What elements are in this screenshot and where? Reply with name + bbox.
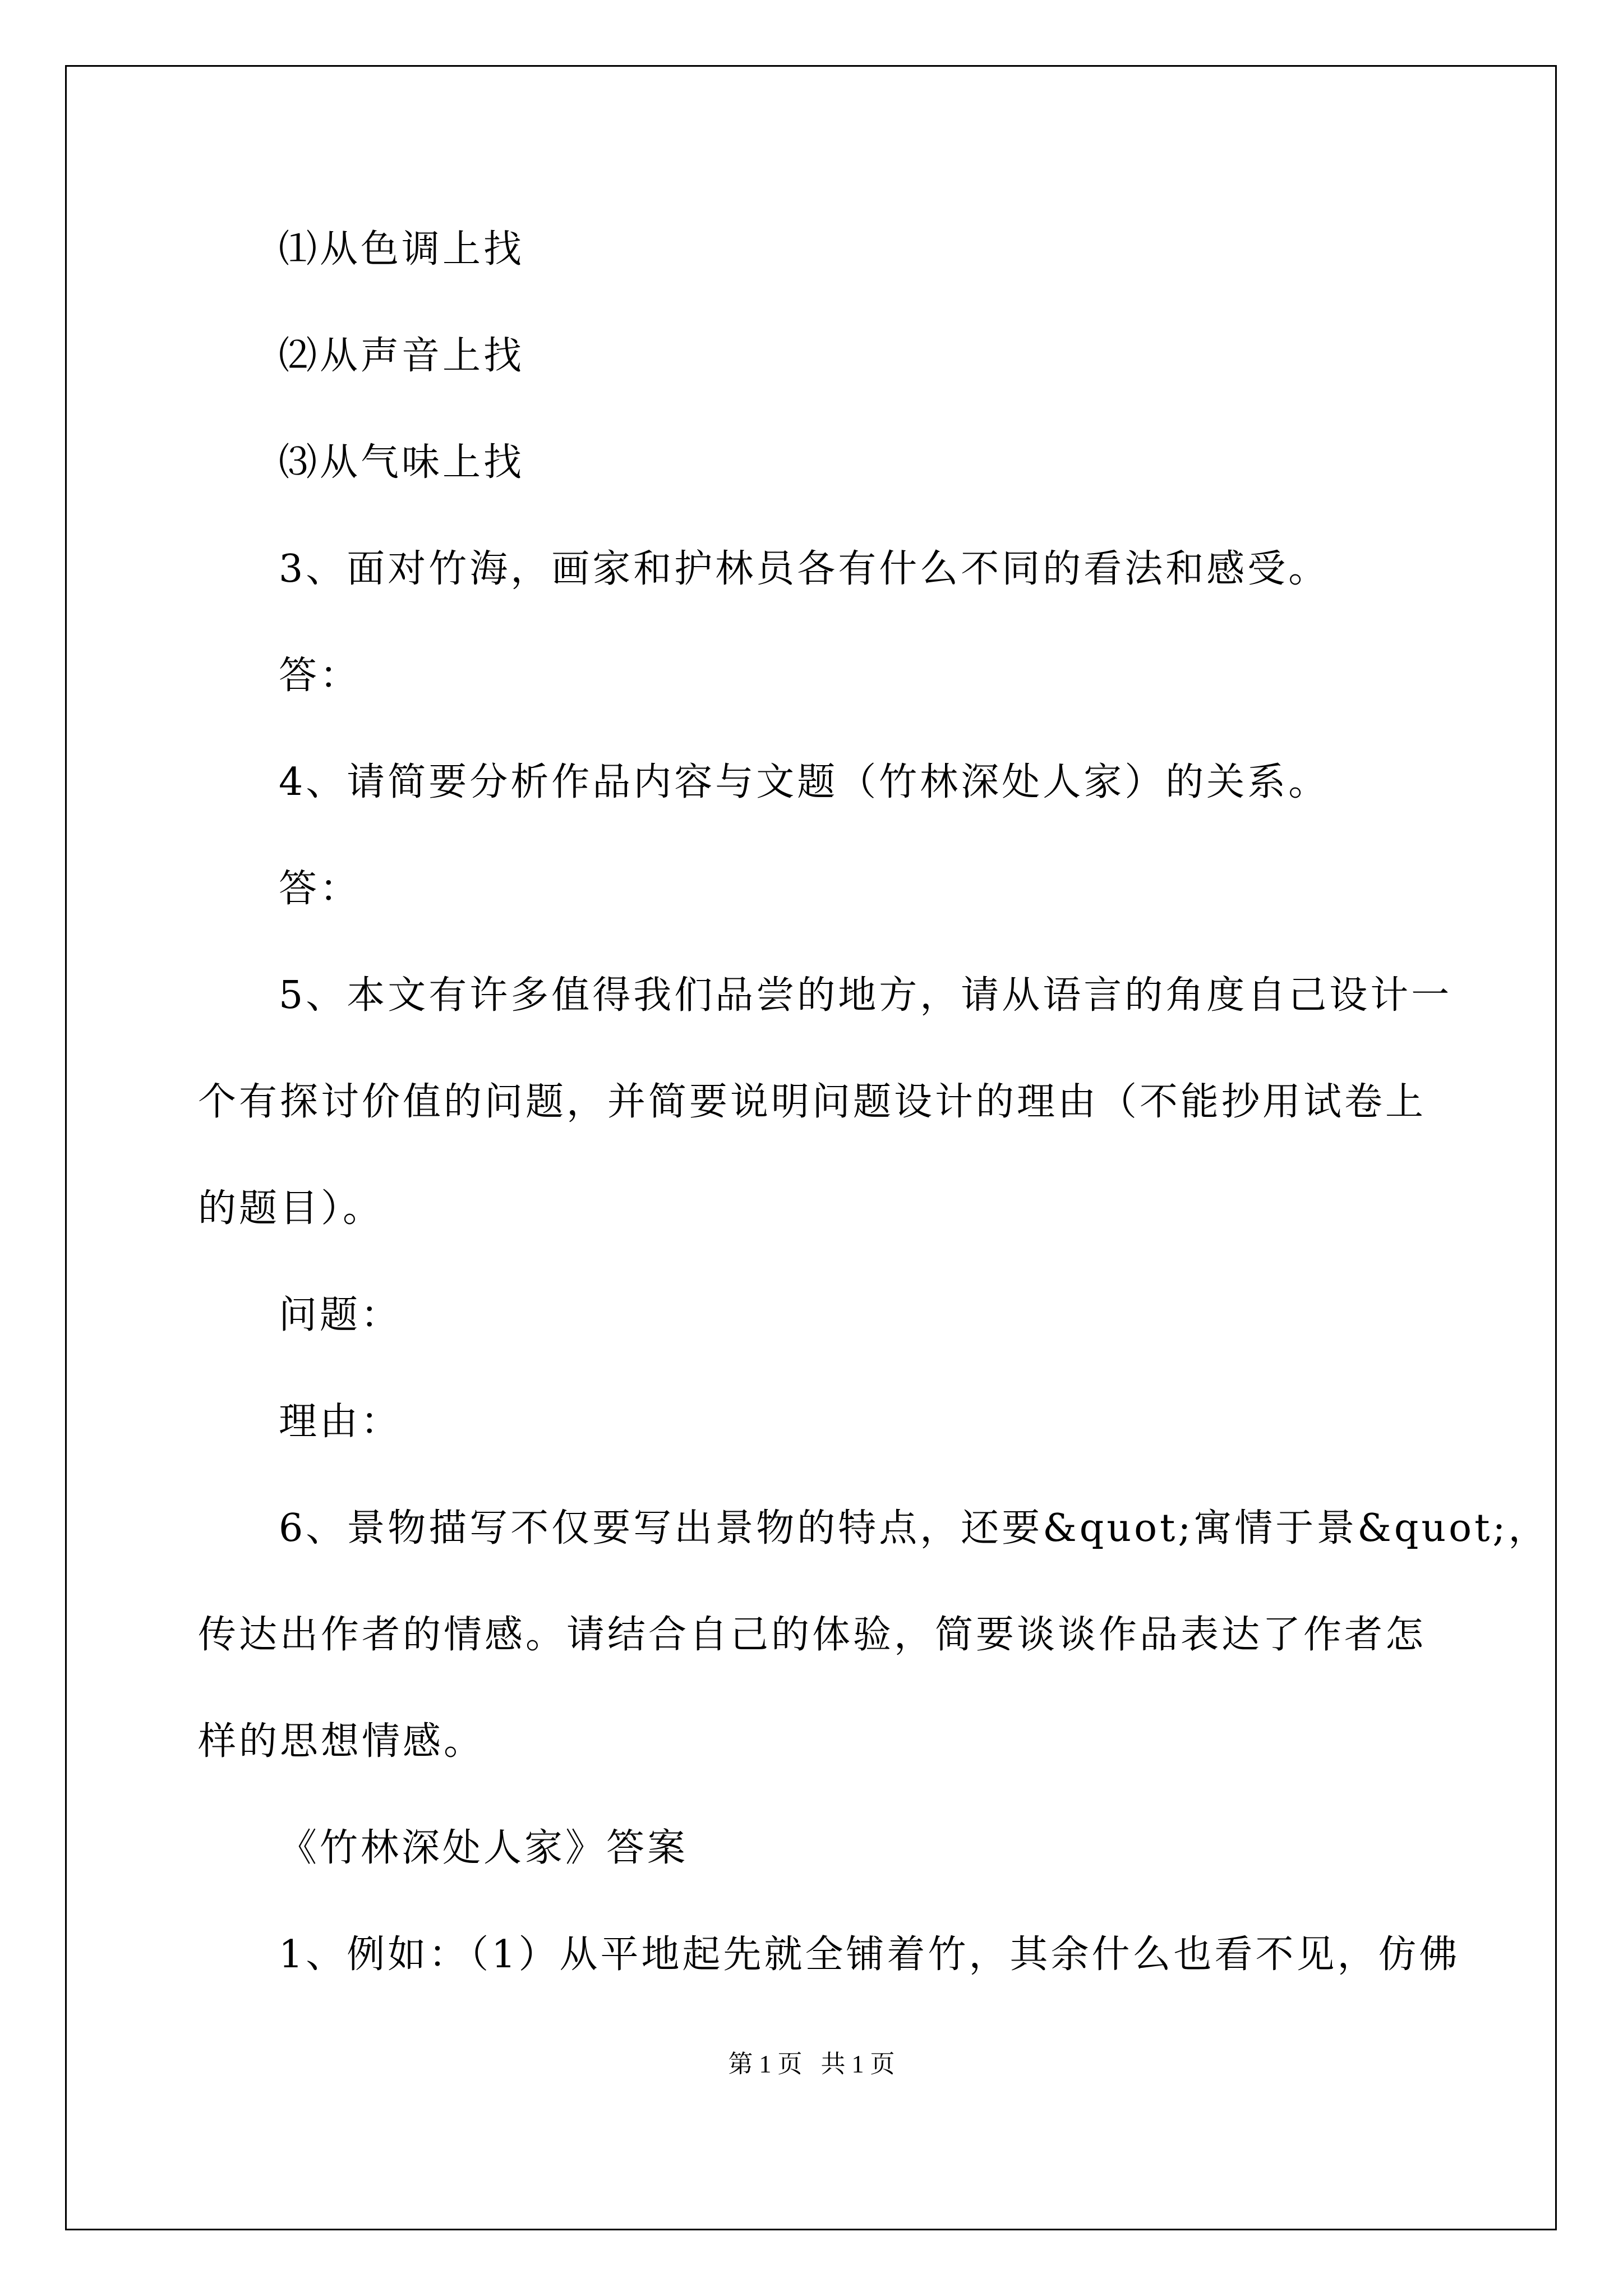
item-line-2: ⑵从声音上找 — [279, 334, 525, 378]
answer-label-3: 答： — [279, 654, 361, 698]
item-line-3: ⑶从气味上找 — [279, 440, 525, 485]
question-5-line-3: 的题目）。 — [198, 1186, 384, 1231]
question-6-line-3: 样的思想情感。 — [198, 1719, 485, 1764]
question-3: 3、面对竹海，画家和护林员各有什么不同的看法和感受。 — [279, 547, 1330, 591]
question-4: 4、请简要分析作品内容与文题（竹林深处人家）的关系。 — [279, 760, 1330, 804]
reason-label: 理由： — [279, 1400, 402, 1444]
question-6-line-1: 6、景物描写不仅要写出景物的特点，还要&quot;寓情于景&quot;， — [279, 1506, 1550, 1550]
page-number-footer: 第 1 页 共 1 页 — [728, 2050, 895, 2078]
question-label: 问题： — [279, 1293, 402, 1337]
question-5-line-1: 5、本文有许多值得我们品尝的地方，请从语言的角度自己设计一 — [279, 973, 1453, 1018]
answer-label-4: 答： — [279, 867, 361, 911]
item-line-1: ⑴从色调上找 — [279, 227, 525, 272]
page-border — [65, 65, 1557, 2230]
question-6-line-2: 传达出作者的情感。请结合自己的体验，简要谈谈作品表达了作者怎 — [198, 1613, 1427, 1657]
question-5-line-2: 个有探讨价值的问题，并简要说明问题设计的理由（不能抄用试卷上 — [198, 1080, 1427, 1124]
answers-heading: 《竹林深处人家》答案 — [279, 1826, 689, 1870]
answer-1-line-1: 1、例如：（1）从平地起先就全铺着竹，其余什么也看不见，仿佛 — [279, 1932, 1460, 1977]
